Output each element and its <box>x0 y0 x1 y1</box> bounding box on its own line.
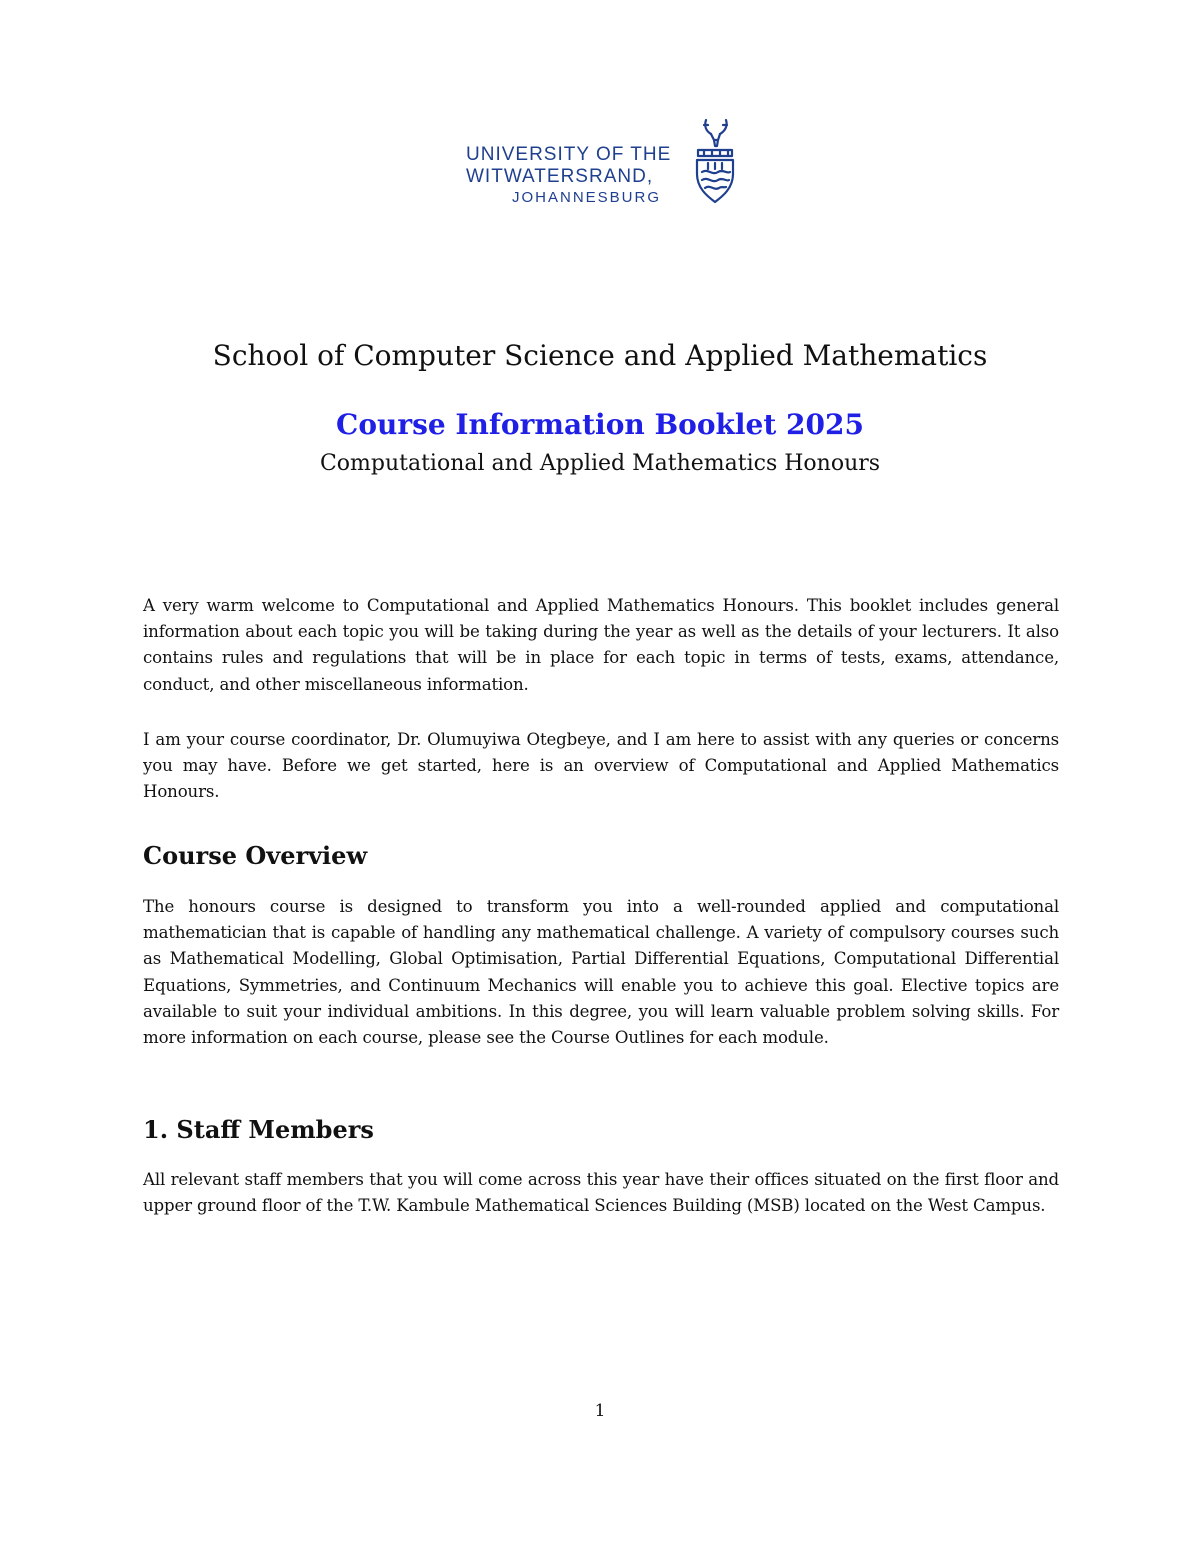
welcome-paragraph: A very warm welcome to Computational and Applied Mathematics Honours. This booklet includes general information about each topic you will be taking during the year as well as the details of your lecturers. It also contains rules and regulations that will be in place for each topic in terms of tests, exams, attendance, conduct, and other miscellaneous information. <box>143 596 1059 694</box>
logo-line-witwatersrand: WITWATERSRAND, <box>466 166 654 187</box>
page-number: 1 <box>594 1401 606 1421</box>
crest-icon <box>692 116 738 206</box>
logo-wordmark <box>466 144 671 208</box>
university-logo <box>466 116 741 216</box>
booklet-subtitle: Computational and Applied Mathematics Honours <box>319 451 881 476</box>
course-overview-paragraph: The honours course is designed to transform you into a well-rounded applied and computational mathematician that is capable of handling any mathematical challenge. A variety of compulsory courses such as Mathematical Modelling, Global Optimisation, Partial Differential Equations, Computational Differential Equations, Symmetries, and Continuum Mechanics will enable you to achieve this goal. Elective topics are available to suit your individual ambitions. In this degree, you will learn valuable problem solving skills. For more information on each course, please see the Course Outlines for each module. <box>143 897 1059 1048</box>
staff-members-heading: 1. Staff Members <box>143 1115 374 1144</box>
booklet-title: Course Information Booklet 2025 <box>336 408 864 441</box>
logo-line-university: UNIVERSITY OF THE <box>466 144 672 165</box>
staff-members-paragraph: All relevant staff members that you will come across this year have their offices situated on the first floor and upper ground floor of the T.W. Kambule Mathematical Sciences Building (MSB) located on the West Campus. <box>143 1170 1059 1216</box>
coordinator-paragraph: I am your course coordinator, Dr. Olumuyiwa Otegbeye, and I am here to assist with any queries or concerns you may have. Before we get started, here is an overview of Computational and Applied Mathematics Honours. <box>143 730 1059 802</box>
logo-line-johannesburg: JOHANNESBURG <box>512 189 662 206</box>
course-overview-heading: Course Overview <box>143 841 368 870</box>
school-title: School of Computer Science and Applied Mathematics <box>212 339 988 372</box>
